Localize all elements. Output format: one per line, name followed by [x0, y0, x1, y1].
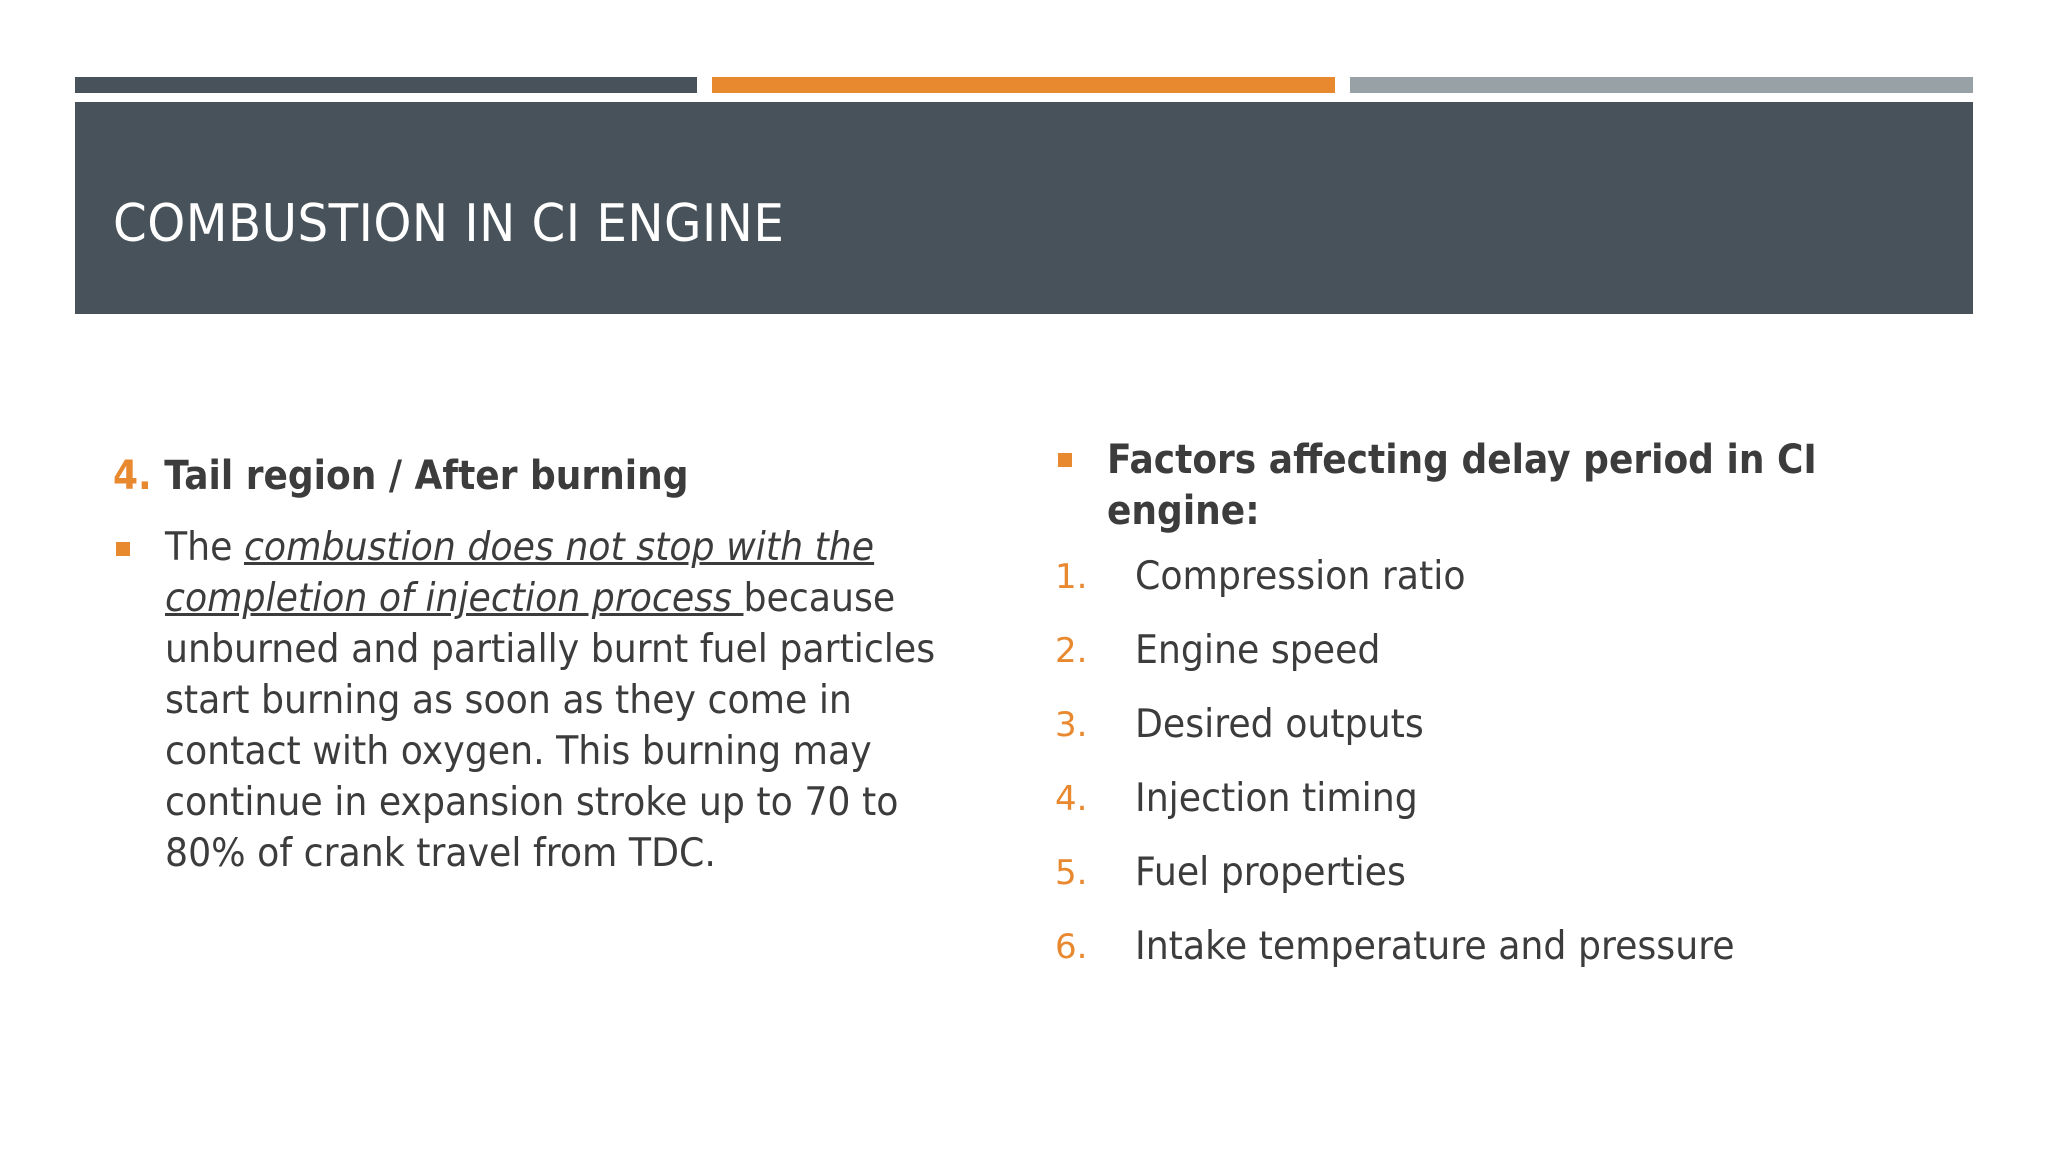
left-content-column: [113, 450, 983, 879]
list-item-label: Fuel properties: [1135, 850, 1406, 895]
right-content-column: [1055, 435, 1885, 995]
list-item-number: 3.: [1055, 705, 1088, 745]
bullet-paragraph: [113, 522, 1025, 879]
list-item: [1055, 625, 1885, 699]
list-item: [1055, 773, 1885, 847]
paragraph-text: [165, 522, 983, 879]
paragraph-emphasis: combustion does not stop with the completion of injection process: [165, 525, 875, 621]
title-band: [75, 102, 1973, 314]
factors-heading-text: Factors affecting delay period in CI engine:: [1107, 437, 1817, 534]
list-item-number: 4.: [1055, 779, 1088, 819]
list-item-number: 5.: [1055, 853, 1088, 893]
section-heading-text: Tail region / After burning: [164, 453, 689, 499]
list-item: [1055, 699, 1885, 773]
list-item-number: 6.: [1055, 927, 1088, 967]
list-item-label: Injection timing: [1135, 776, 1418, 821]
paragraph-rest: because unburned and partially burnt fuel particles start burning as soon as they come in contact with oxygen. This burning may continue in expansion stroke up to 70 to 80% of crank travel from TDC.: [165, 576, 936, 876]
section-heading: [113, 450, 896, 502]
list-item-label: Intake temperature and pressure: [1135, 924, 1735, 969]
list-item-label: Engine speed: [1135, 628, 1381, 673]
top-accent-bar-gray: [1350, 77, 1973, 93]
list-item: [1055, 551, 1885, 625]
square-bullet-icon: [1058, 453, 1072, 467]
factors-heading: [1055, 435, 1885, 537]
list-item: [1055, 847, 1885, 921]
paragraph-lead: The: [165, 525, 244, 570]
list-item-number: 2.: [1055, 631, 1088, 671]
list-item-number: 1.: [1055, 557, 1088, 597]
square-bullet-icon: [116, 542, 130, 556]
list-item-label: Desired outputs: [1135, 702, 1424, 747]
top-accent-bar-dark: [75, 77, 697, 93]
slide-title: COMBUSTION IN CI ENGINE: [113, 194, 785, 254]
factors-list: [1055, 551, 1885, 995]
list-item-label: Compression ratio: [1135, 554, 1466, 599]
section-number: 4.: [113, 453, 152, 499]
list-item: [1055, 921, 1885, 995]
top-accent-bar-orange: [712, 77, 1335, 93]
